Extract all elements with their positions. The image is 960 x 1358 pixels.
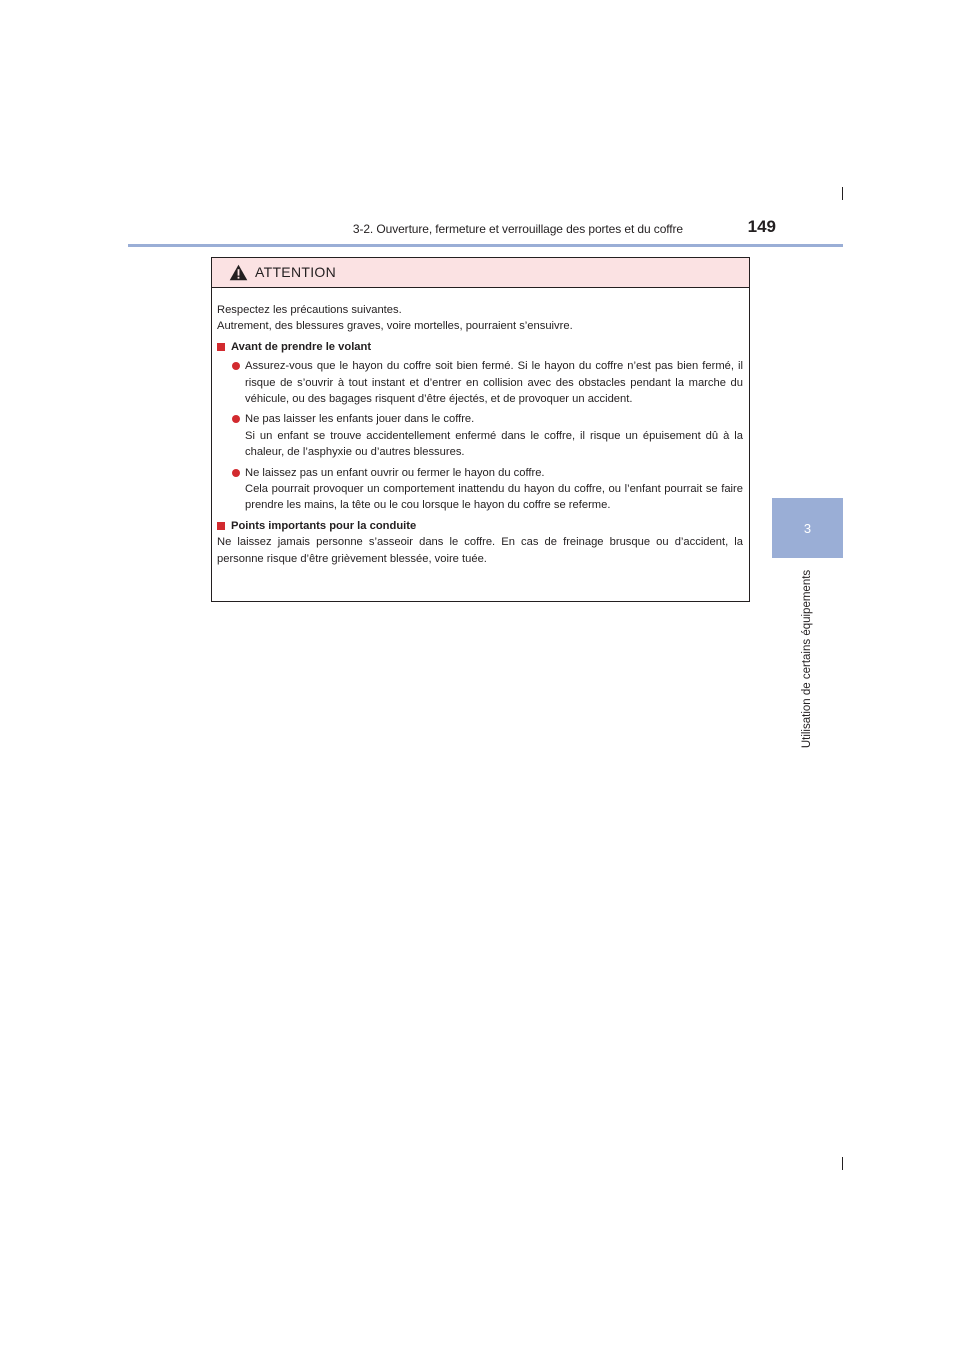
bullet-line: Si un enfant se trouve accidentellement enfermé dans le coffre, il risque un épuisement dû à la chaleur, de l’asphyxie ou d’autres blessures. (245, 429, 743, 459)
red-dot-icon (232, 362, 240, 370)
bullet-item (232, 465, 743, 514)
bullet-line: Cela pourrait provoquer un comportement inattendu du hayon du coffre, ou l’enfant pourrait se faire prendre les mains, la tête ou le cou lorsque le hayon du coffre se referme. (245, 483, 743, 512)
caution-box (211, 257, 750, 602)
caution-intro (217, 302, 743, 335)
intro-line: Respectez les précautions suivantes. (217, 304, 402, 316)
bullet-line: Assurez-vous que le hayon du coffre soit bien fermé. Si le hayon du coffre n’est pas bien fermé, il risque de s’ouvrir à tout instant et d’entrer en collision avec des obstacles pendant la marche du véhicule, ou des bagages risquent d’être éjectés, et de provoquer un accident. (245, 360, 743, 406)
crop-mark-bottom (842, 1157, 843, 1170)
header-rule (128, 244, 843, 247)
caution-body (212, 288, 749, 567)
chapter-number: 3 (803, 520, 812, 536)
red-dot-icon (232, 469, 240, 477)
section-text: Ne laissez jamais personne s’asseoir dans le coffre. En cas de freinage brusque ou d’accident, la personne risque d’être grièvement blessée, voire tuée. (217, 536, 743, 565)
caution-header (212, 258, 749, 288)
crop-mark-top (842, 187, 843, 200)
bullet-item (232, 411, 743, 460)
intro-line: Autrement, des blessures graves, voire mortelles, pourraient s’ensuivre. (217, 320, 573, 333)
red-dot-icon (232, 415, 240, 423)
red-square-icon (217, 343, 225, 351)
page-number: 149 (747, 217, 776, 236)
bullet-line: Ne laissez pas un enfant ouvrir ou fermer le hayon du coffre. (245, 466, 545, 479)
warning-triangle-icon (229, 264, 248, 281)
section-heading (217, 518, 743, 534)
caution-title: ATTENTION (255, 264, 336, 280)
red-square-icon (217, 522, 225, 530)
chapter-tab (772, 498, 843, 558)
running-header: 3-2. Ouverture, fermeture et verrouillage des portes et du coffre (352, 222, 683, 236)
bullet-item (232, 358, 743, 407)
chapter-label-text: Utilisation de certains équipements (801, 569, 813, 749)
section-title: Points importants pour la conduite (231, 519, 417, 532)
section-heading (217, 339, 743, 355)
section-title: Avant de prendre le volant (231, 340, 372, 353)
bullet-line: Ne pas laisser les enfants jouer dans le coffre. (245, 413, 475, 426)
